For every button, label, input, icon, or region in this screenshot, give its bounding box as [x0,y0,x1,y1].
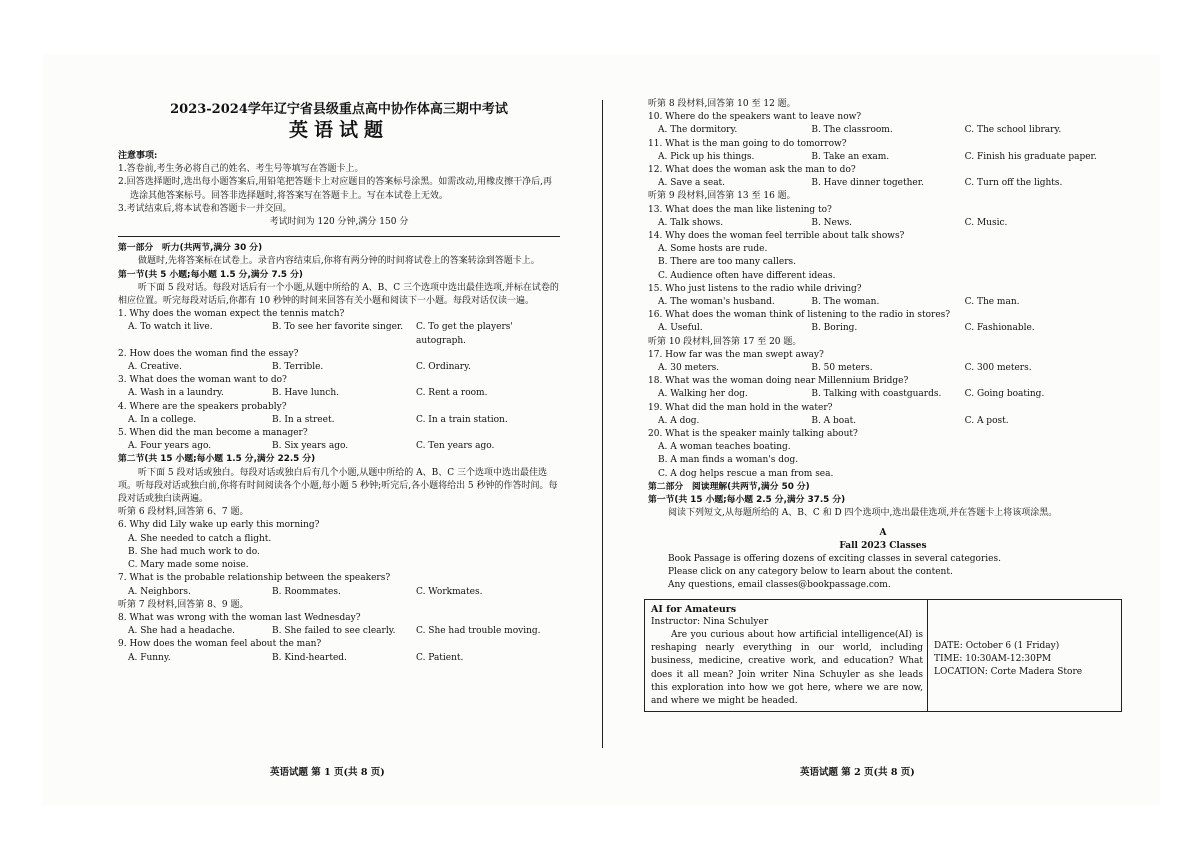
section1-heading: 第一节(共 5 小题;每小题 1.5 分,满分 7.5 分) [118,269,303,280]
question-13: 13. What does the man like listening to? A. Talk shows. B. News. C. Music. [648,204,1118,230]
part2-intro: 阅读下列短文,从每题所给的 A、B、C 和 D 四个选项中,选出最佳选项,并在答题卡上将该项涂黑。 [668,508,1058,519]
option-b: B. News. [811,217,853,228]
question-7: 7. What is the probable relationship between the speakers? A. Neighbors. B. Roommates. C. Workmates. [118,572,560,598]
option-a: A. She needed to catch a flight. [128,533,272,544]
option-b: B. Have lunch. [272,388,339,399]
footer-page-left: 英语试题 第 1 页(共 8 页) [270,767,385,778]
option-a: A. Funny. [128,652,171,663]
option-b: B. Terrible. [272,362,324,373]
option-a: A. 30 meters. [658,363,720,374]
option-c: C. Ten years ago. [416,441,495,452]
option-a: A. Wash in a laundry. [128,388,224,399]
question-2: 2. How does the woman find the essay? A. Creative. B. Terrible. C. Ordinary. [118,348,560,374]
question-14: 14. Why does the woman feel terrible about talk shows? A. Some hosts are rude. B. There are too many callers. C. Audience often have different ideas. [648,230,1118,283]
section2-heading: 第二节(共 15 小题;每小题 1.5 分,满分 22.5 分) [118,454,316,465]
option-b: B. A boat. [811,415,857,426]
option-c: C. In a train station. [416,414,508,425]
right-column [648,98,1118,712]
option-b: B. The classroom. [811,125,893,136]
part1-intro: 做题时,先将答案标在试卷上。录音内容结束后,你将有两分钟的时间将试卷上的答案转涂到答题卡上。 [138,256,540,267]
option-b: B. 50 meters. [811,363,873,374]
option-b: B. There are too many callers. [658,257,797,268]
option-a: A. Neighbors. [128,586,191,597]
question-10: 10. Where do the speakers want to leave now? A. The dormitory. B. The classroom. C. The school library. [648,111,1118,137]
question-15: 15. Who just listens to the radio while driving? A. The woman's husband. B. The woman. C. The man. [648,283,1118,309]
option-b: B. To see her favorite singer. [272,322,404,333]
option-b: B. Kind-hearted. [272,652,347,663]
passage-letter: A [879,527,887,538]
option-c: C. Mary made some noise. [128,560,249,571]
class-body: Are you curious about how artificial intelligence(AI) is reshaping nearly everything in our world, including business, medicine, creative work, and education? What does it all mean? Join writer Nina Schuyler as she leads this exploration into how we got here, where we are now, and where we might be headed. [651,629,923,706]
class-location: LOCATION: Corte Madera Store [934,666,1083,677]
question-5: 5. When did the man become a manager? A. Four years ago. B. Six years ago. C. Ten years ago. [118,427,560,453]
option-a: A. The dormitory. [658,125,738,136]
left-column [118,98,560,665]
exam-title: 2023-2024学年辽宁省县级重点高中协作体高三期中考试 [170,102,508,117]
option-a: A. The woman's husband. [658,297,775,308]
option-a: A. Four years ago. [128,441,212,452]
part2-section1-heading: 第一节(共 15 小题;每小题 2.5 分,满分 37.5 分) [648,495,846,506]
option-c: C. Turn off the lights. [964,178,1063,189]
option-b: B. A man finds a woman's dog. [658,455,799,466]
question-12: 12. What does the woman ask the man to do? A. Save a seat. B. Have dinner together. C. Turn off the lights. [648,164,1118,190]
notes-heading: 注意事项: [118,151,158,161]
option-b: B. Take an exam. [811,151,890,162]
exam-subtitle: 英语试题 [288,119,389,141]
option-a: A. A dog. [658,415,700,426]
question-11: 11. What is the man going to do tomorrow? A. Pick up his things. B. Take an exam. C. Finish his graduate paper. [648,138,1118,164]
option-b: B. She failed to see clearly. [272,626,396,637]
question-3: 3. What does the woman want to do? A. Wash in a laundry. B. Have lunch. C. Rent a room. [118,374,560,400]
passage-line: Any questions, email classes@bookpassage.com. [668,580,891,591]
option-c: C. She had trouble moving. [416,626,541,637]
option-c: C. Ordinary. [416,362,471,373]
option-a: A. She had a headache. [128,626,236,637]
passage-title: Fall 2023 Classes [839,540,927,551]
class-time: TIME: 10:30AM-12:30PM [934,653,1052,664]
option-a: A. Save a seat. [658,178,726,189]
question-16: 16. What does the woman think of listening to the radio in stores? A. Useful. B. Boring. C. Fashionable. [648,309,1118,335]
footer-page-right: 英语试题 第 2 页(共 8 页) [800,767,915,778]
class-date: DATE: October 6 (1 Friday) [934,640,1060,651]
option-b: B. The woman. [811,297,880,308]
option-b: B. In a street. [272,414,335,425]
question-17: 17. How far was the man swept away? A. 30 meters. B. 50 meters. C. 300 meters. [648,349,1118,375]
question-18: 18. What was the woman doing near Millennium Bridge? A. Walking her dog. B. Talking with coastguards. C. Going boating. [648,375,1118,401]
option-a: A. To watch it live. [128,322,213,333]
note-item: 3.考试结束后,将本试卷和答题卡一并交回。 [118,203,292,214]
option-c: C. To get the players' autograph. [416,322,513,346]
option-c: C. The school library. [964,125,1062,136]
class-schedule [928,600,1121,712]
exam-time: 考试时间为 120 分钟,满分 150 分 [269,217,409,228]
note-item: 1.答卷前,考生务必将自己的姓名、考生号等填写在答题卡上。 [118,164,364,175]
option-c: C. Going boating. [964,389,1045,400]
question-1: 1. Why does the woman expect the tennis match? A. To watch it live. B. To see her favorite singer. C. To get the players' autograph. [118,308,560,348]
note-item: 2.回答选择题时,选出每小题答案后,用铅笔把答题卡上对应题目的答案标号涂黑。如需改动,用橡皮擦干净后,再选涂其他答案标号。回答非选择题时,将答案写在答题卡上。写在本试卷上无效。 [118,177,553,201]
option-a: A. Some hosts are rude. [658,244,768,255]
option-c: C. 300 meters. [964,363,1032,374]
option-a: A. Pick up his things. [658,151,755,162]
option-b: B. Talking with coastguards. [811,389,942,400]
class-title: AI for Amateurs [651,603,737,615]
question-6: 6. Why did Lily wake up early this morning? A. She needed to catch a flight. B. She had much work to do. C. Mary made some noise. [118,519,560,572]
option-a: A. Useful. [658,323,703,334]
option-c: C. Music. [964,217,1008,228]
section2-intro: 听下面 5 段对话或独白。每段对话或独白后有几个小题,从题中所给的 A、B、C 三个选项中选出最佳选项。听每段对话或独白前,你将有时间阅读各个小题,每小题 5 秒钟;听完后,各小题将给出 5 秒钟的作答时间。每段对话或独白读两遍。 [118,467,558,505]
material-instruction: 听第 10 段材料,回答第 17 至 20 题。 [648,336,802,347]
option-b: B. Six years ago. [272,441,349,452]
option-a: A. A woman teaches boating. [658,442,791,453]
option-c: C. Patient. [416,652,464,663]
option-c: C. Workmates. [416,586,483,597]
option-c: C. The man. [964,297,1020,308]
question-8: 8. What was wrong with the woman last Wednesday? A. She had a headache. B. She failed to see clearly. C. She had trouble moving. [118,612,560,638]
column-divider [602,100,603,748]
part1-heading: 第一部分 听力(共两节,满分 30 分) [118,243,263,254]
class-info-box [644,599,1122,713]
option-c: C. A post. [964,415,1009,426]
option-a: A. Walking her dog. [658,389,748,400]
option-c: C. Finish his graduate paper. [964,151,1097,162]
material-instruction: 听第 8 段材料,回答第 10 至 12 题。 [648,99,796,109]
question-19: 19. What did the man hold in the water? A. A dog. B. A boat. C. A post. [648,402,1118,428]
material-instruction: 听第 6 段材料,回答第 6、7 题。 [118,507,249,518]
option-c: C. Audience often have different ideas. [658,270,836,281]
divider-line [118,236,560,237]
option-a: A. In a college. [128,414,197,425]
question-4: 4. Where are the speakers probably? A. In a college. B. In a street. C. In a train station. [118,401,560,427]
option-c: C. Fashionable. [964,323,1035,334]
option-b: B. Roommates. [272,586,341,597]
class-description [645,600,928,712]
passage-line: Book Passage is offering dozens of exciting classes in several categories. [668,553,1001,564]
part2-heading: 第二部分 阅读理解(共两节,满分 50 分) [648,481,810,492]
option-a: A. Creative. [128,362,182,373]
question-9: 9. How does the woman feel about the man? A. Funny. B. Kind-hearted. C. Patient. [118,638,560,664]
question-20: 20. What is the speaker mainly talking about? A. A woman teaches boating. B. A man finds a woman's dog. C. A dog helps rescue a man from sea. [648,428,1118,481]
material-instruction: 听第 7 段材料,回答第 8、9 题。 [118,599,249,610]
option-c: C. Rent a room. [416,388,488,399]
section1-intro: 听下面 5 段对话。每段对话后有一个小题,从题中所给的 A、B、C 三个选项中选出最佳选项,并标在试卷的相应位置。听完每段对话后,你都有 10 秒钟的时间来回答有关小题和阅读下一小题。每段对话仅读一遍。 [118,282,559,307]
option-b: B. She had much work to do. [128,546,260,557]
option-a: A. Talk shows. [658,217,724,228]
material-instruction: 听第 9 段材料,回答第 13 至 16 题。 [648,191,796,202]
passage-line: Please click on any category below to learn about the content. [668,567,953,578]
class-instructor: Instructor: Nina Schulyer [651,616,769,627]
option-b: B. Boring. [811,323,858,334]
option-b: B. Have dinner together. [811,178,924,189]
option-c: C. A dog helps rescue a man from sea. [658,468,834,479]
